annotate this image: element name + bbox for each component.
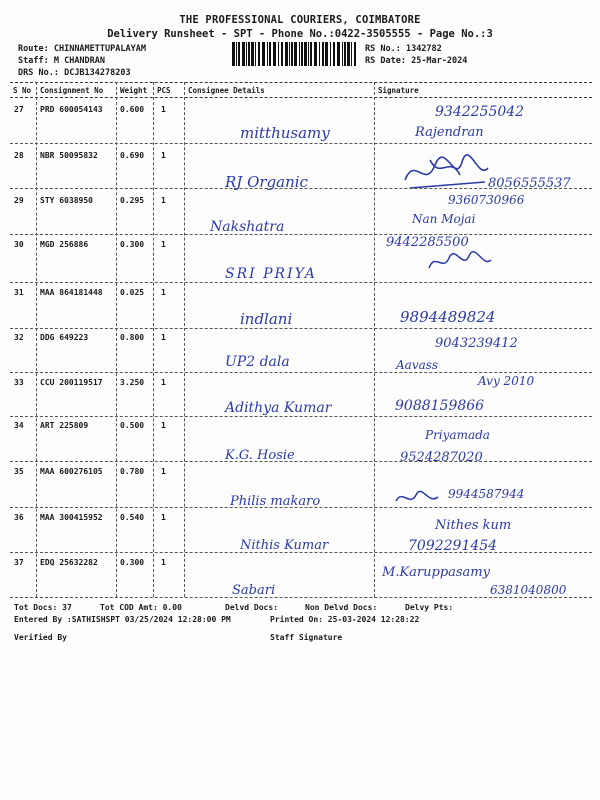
row-pcs: 1: [161, 333, 166, 342]
row-weight: 3.250: [120, 378, 145, 387]
signature-handwriting: 9524287020: [400, 450, 483, 465]
signature-handwriting: 9342255042: [435, 104, 525, 120]
row-weight: 0.600: [120, 105, 145, 114]
consignee-handwriting: Adithya Kumar: [225, 400, 332, 416]
row-consignment: STY 6038950: [40, 196, 93, 205]
row-consignment: MAA 300415952: [40, 513, 103, 522]
col-divider: [374, 82, 375, 597]
row-sno: 34: [14, 421, 24, 430]
col-consignee-header: Consignee Details: [188, 86, 265, 95]
row-sno: 33: [14, 378, 24, 387]
consignee-handwriting: RJ Organic: [225, 173, 308, 191]
table-bottom-rule: [10, 597, 592, 598]
row-consignment: MGD 256886: [40, 240, 89, 249]
consignee-handwriting: Sabari: [232, 583, 276, 598]
signature-handwriting: Aavass: [396, 358, 439, 372]
consignee-handwriting: Philis makaro: [230, 494, 321, 509]
drs-line: [18, 68, 131, 78]
row-separator: [10, 143, 592, 144]
signature-handwriting: 8056555537: [488, 176, 571, 191]
row-sno: 28: [14, 151, 24, 160]
row-weight: 0.780: [120, 467, 145, 476]
signature-handwriting: 9088159866: [395, 398, 485, 414]
signature-handwriting: 9442285500: [386, 235, 469, 250]
row-separator: [10, 282, 592, 283]
signature-handwriting: Avy 2010: [478, 374, 535, 388]
row-separator: [10, 372, 592, 373]
row-pcs: 1: [161, 151, 166, 160]
row-weight: 0.540: [120, 513, 145, 522]
delivered-docs: Delvd Docs:: [225, 603, 278, 612]
rs-no-label: RS No.:: [365, 44, 401, 54]
col-divider: [116, 82, 117, 597]
consignee-handwriting: Nithis Kumar: [240, 538, 329, 553]
row-pcs: 1: [161, 378, 166, 387]
row-consignment: NBR 50095832: [40, 151, 98, 160]
col-divider: [153, 82, 154, 597]
row-separator: [10, 507, 592, 508]
row-weight: 0.025: [120, 288, 145, 297]
row-consignment: DDG 649223: [40, 333, 89, 342]
consignee-handwriting: Nakshatra: [210, 219, 285, 235]
row-weight: 0.295: [120, 196, 145, 205]
row-sno: 35: [14, 467, 24, 476]
col-signature-header: Signature: [378, 86, 419, 95]
row-separator: [10, 416, 592, 417]
row-pcs: 1: [161, 105, 166, 114]
signature-handwriting: 7092291454: [408, 538, 498, 554]
row-sno: 30: [14, 240, 24, 249]
row-consignment: MAA 864181448: [40, 288, 103, 297]
consignee-handwriting: SRI PRIYA: [225, 266, 317, 282]
printed-on: Printed On: 25-03-2024 12:28:22: [270, 615, 420, 624]
row-separator: [10, 188, 592, 189]
row-consignment: ART 225809: [40, 421, 89, 430]
row-separator: [10, 552, 592, 553]
table-header-rule: [10, 97, 592, 98]
signature-handwriting: Rajendran: [415, 125, 484, 140]
row-pcs: 1: [161, 467, 166, 476]
row-weight: 0.300: [120, 558, 145, 567]
row-consignment: MAA 600276105: [40, 467, 103, 476]
row-weight: 0.500: [120, 421, 145, 430]
row-sno: 37: [14, 558, 24, 567]
col-sno-header: S No: [13, 86, 32, 95]
signature-scribble: [425, 250, 495, 274]
route-label: Route:: [18, 44, 49, 54]
drs-value: DCJB134278203: [64, 68, 131, 78]
col-pcs-header: PCS: [157, 86, 171, 95]
total-cod: Tot COD Amt: 0.00: [100, 603, 182, 612]
row-consignment: EDQ 25632282: [40, 558, 98, 567]
company-title: THE PROFESSIONAL COURIERS, COIMBATORE: [179, 14, 421, 26]
signature-handwriting: 9894489824: [400, 308, 496, 326]
staff-line: [18, 56, 105, 66]
row-pcs: 1: [161, 240, 166, 249]
signature-handwriting: Priyamada: [425, 428, 490, 442]
verified-by: Verified By: [14, 633, 67, 642]
staff-label: Staff:: [18, 56, 49, 66]
signature-handwriting: 9360730966: [448, 193, 525, 207]
row-weight: 0.690: [120, 151, 145, 160]
signature-handwriting: 9043239412: [435, 336, 518, 351]
staff-signature: Staff Signature: [270, 633, 343, 642]
col-consignment-header: Consignment No: [40, 86, 104, 95]
table-top-rule: [10, 82, 592, 83]
row-sno: 29: [14, 196, 24, 205]
barcode-image: [232, 42, 357, 66]
consignee-handwriting: indlani: [240, 310, 293, 328]
rs-date-label: RS Date:: [365, 56, 406, 66]
row-pcs: 1: [161, 288, 166, 297]
row-separator: [10, 234, 592, 235]
rs-date-line: [365, 56, 467, 66]
row-separator: [10, 328, 592, 329]
route-line: [18, 44, 146, 54]
route-value: CHINNAMETTUPALAYAM: [53, 44, 146, 54]
signature-scribble: [392, 487, 442, 509]
row-sno: 31: [14, 288, 24, 297]
row-weight: 0.300: [120, 240, 145, 249]
col-divider: [184, 82, 185, 597]
row-consignment: CCU 200119517: [40, 378, 103, 387]
rs-no-line: [365, 44, 442, 54]
consignee-handwriting: K.G. Hosie: [225, 448, 295, 463]
drs-label: DRS No.:: [18, 68, 59, 78]
signature-handwriting: 9944587944: [448, 487, 525, 501]
row-sno: 27: [14, 105, 24, 114]
rs-no-value: 1342782: [405, 44, 442, 54]
row-pcs: 1: [161, 558, 166, 567]
consignee-handwriting: UP2 dala: [225, 354, 290, 370]
row-pcs: 1: [161, 421, 166, 430]
total-docs: Tot Docs: 37: [14, 603, 72, 612]
col-divider: [36, 82, 37, 597]
rs-date-value: 25-Mar-2024: [411, 56, 468, 66]
row-pcs: 1: [161, 513, 166, 522]
signature-handwriting: 6381040800: [490, 583, 567, 597]
row-weight: 0.800: [120, 333, 145, 342]
consignee-handwriting: mitthusamy: [240, 124, 330, 142]
row-consignment: PRD 600054143: [40, 105, 103, 114]
entered-by: Entered By :SATHISHSPT 03/25/2024 12:28:00 PM: [14, 615, 231, 624]
row-sno: 36: [14, 513, 24, 522]
staff-value: M CHANDRAN: [53, 56, 106, 66]
signature-handwriting: M.Karuppasamy: [382, 565, 490, 580]
delivery-points: Delvy Pts:: [405, 603, 454, 612]
row-separator: [10, 461, 592, 462]
signature-handwriting: Nan Mojai: [412, 212, 476, 226]
non-delivered-docs: Non Delvd Docs:: [305, 603, 378, 612]
col-weight-header: Weight: [120, 86, 148, 95]
row-sno: 32: [14, 333, 24, 342]
runsheet-subtitle: Delivery Runsheet - SPT - Phone No.:0422-3505555 - Page No.:3: [107, 28, 493, 40]
signature-handwriting: Nithes kum: [435, 518, 512, 533]
row-pcs: 1: [161, 196, 166, 205]
